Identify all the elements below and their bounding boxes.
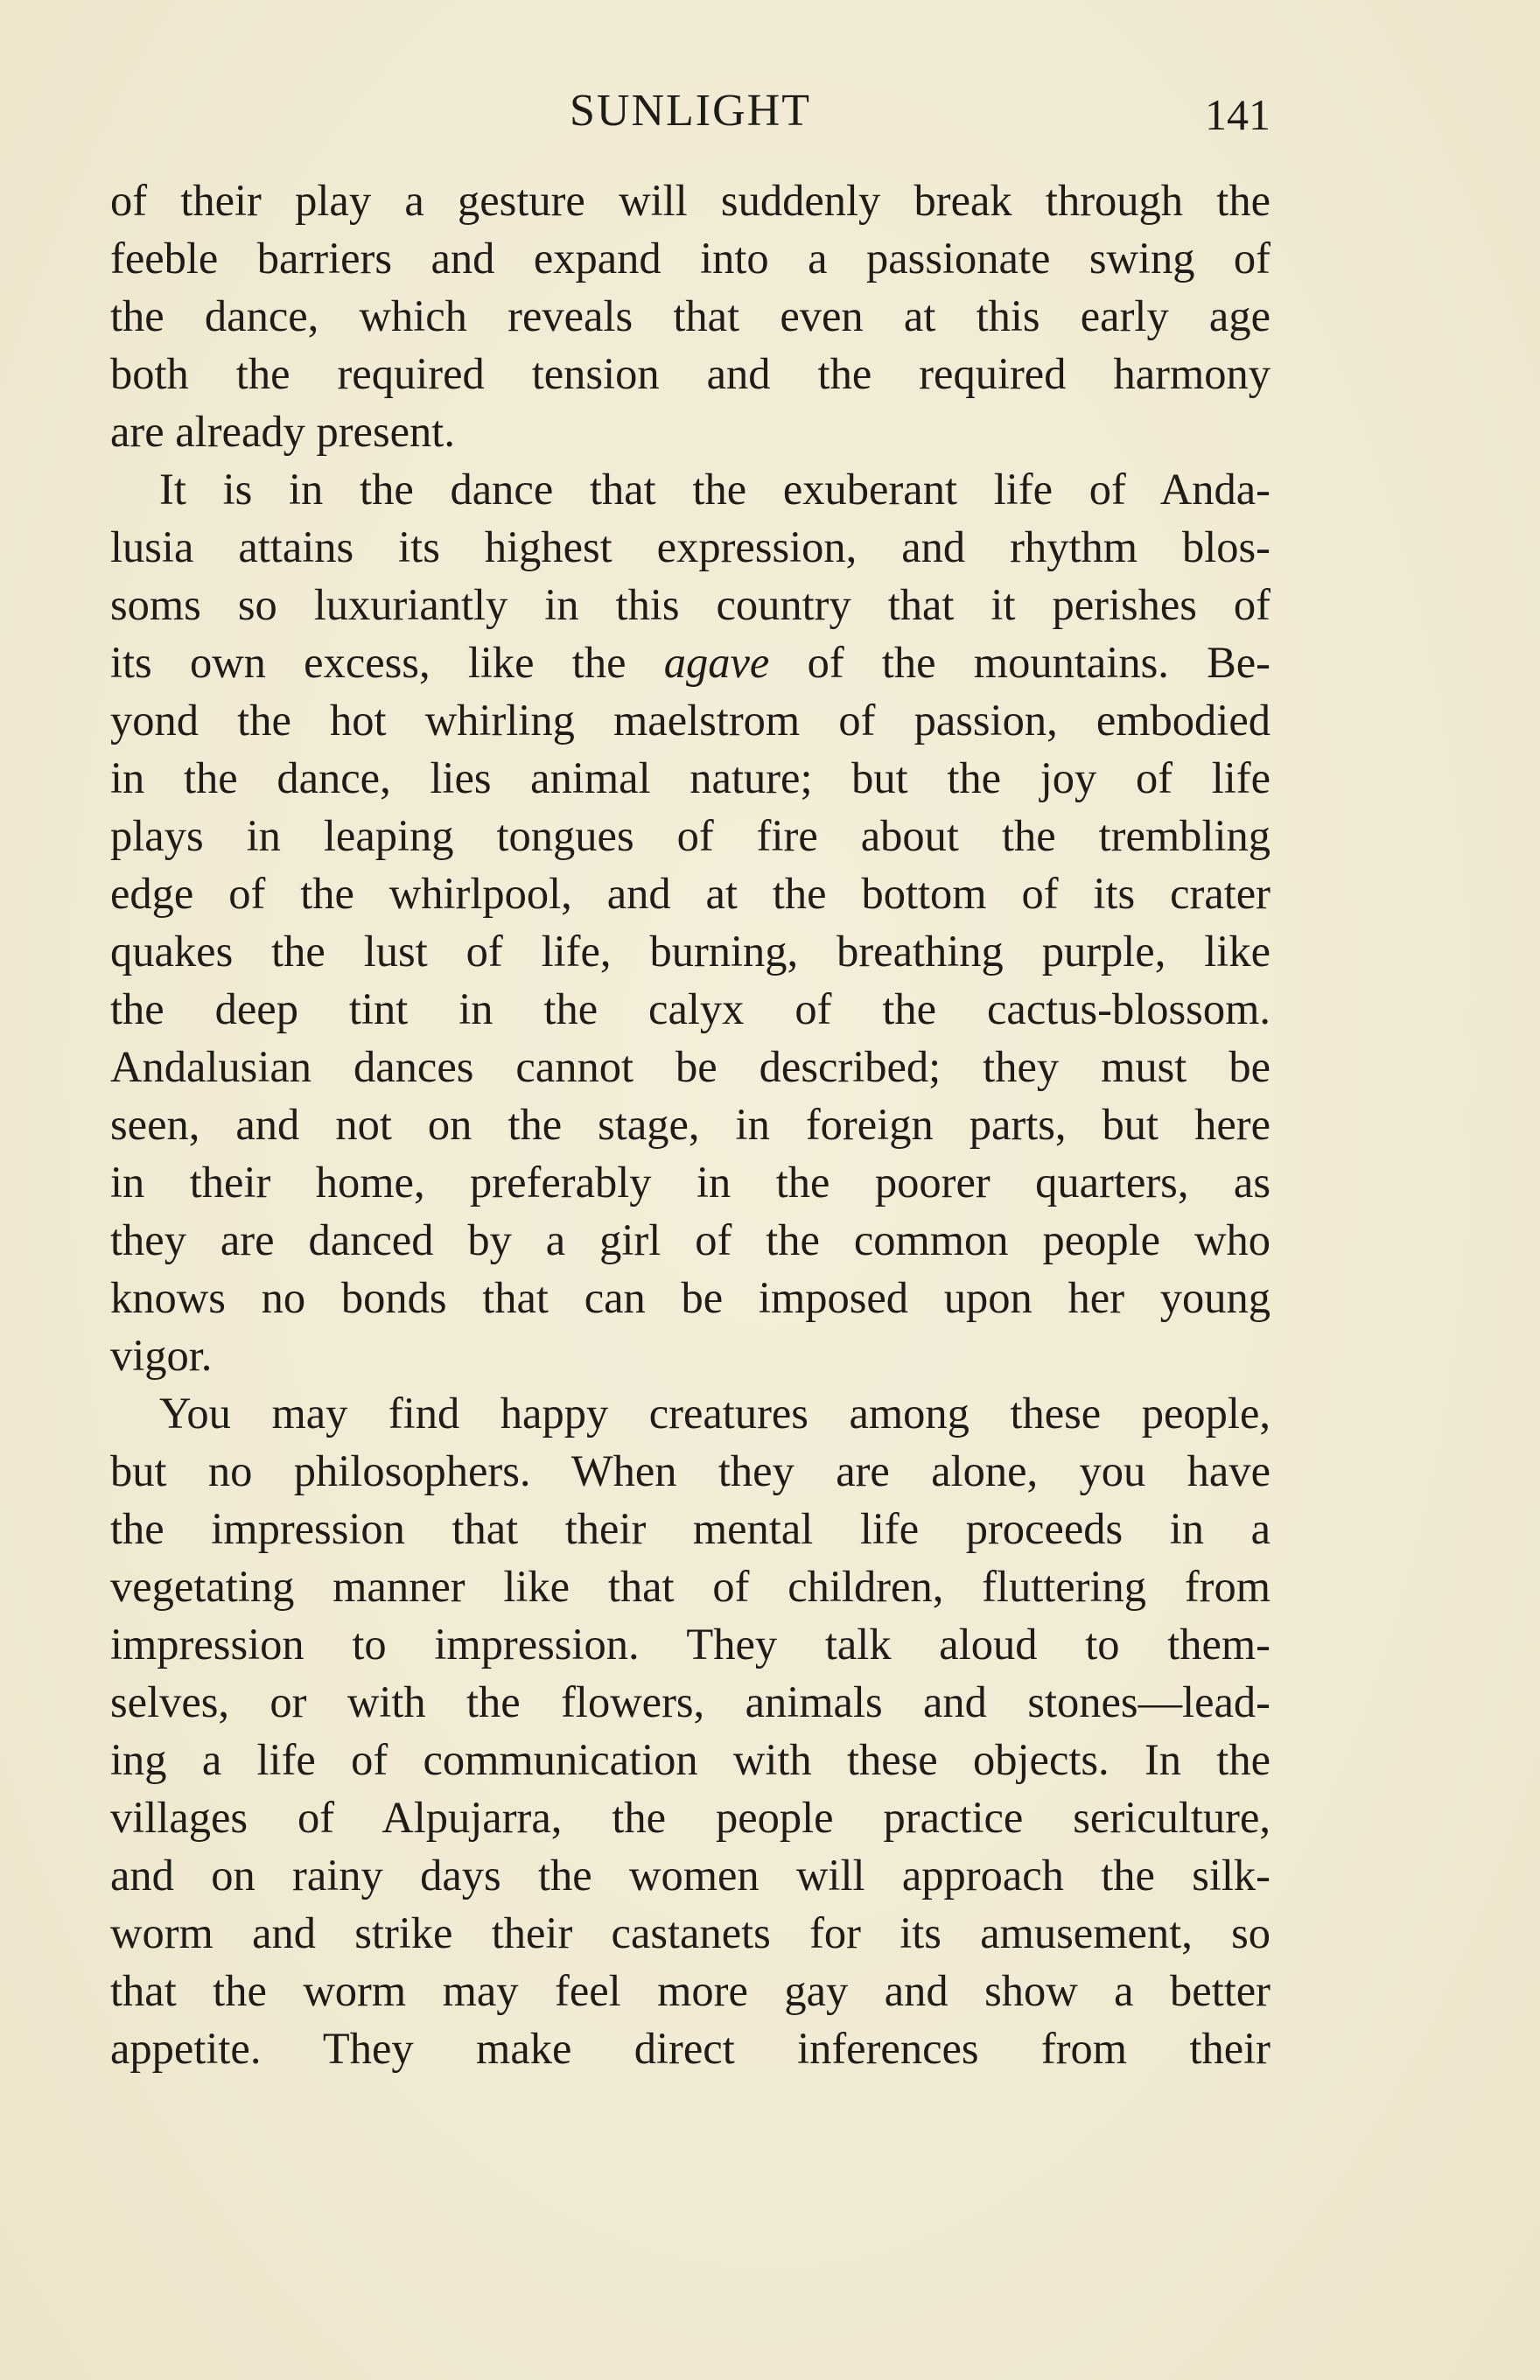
text-line: You may find happy creatures among these people, bbox=[159, 1389, 1270, 1438]
text-line: selves, or with the flowers, animals and stones—lead- bbox=[110, 1677, 1270, 1726]
text-line: and on rainy days the women will approach the silk- bbox=[110, 1851, 1270, 1900]
text-line: of their play a gesture will suddenly break through the bbox=[110, 176, 1270, 225]
text-line: but no philosophers. When they are alone, you have bbox=[110, 1446, 1270, 1495]
text-line: they are danced by a girl of the common people who bbox=[110, 1215, 1270, 1264]
text-line: villages of Alpujarra, the people practice sericulture, bbox=[110, 1793, 1270, 1842]
text-line: plays in leaping tongues of fire about the trembling bbox=[110, 811, 1270, 860]
paragraph-2 bbox=[110, 460, 1270, 1384]
text-line: the deep tint in the calyx of the cactus-blossom. bbox=[110, 984, 1270, 1033]
text-line: yond the hot whirling maelstrom of passion, embodied bbox=[110, 696, 1270, 745]
italic-word: agave bbox=[663, 638, 770, 687]
text-line: appetite. They make direct inferences from their bbox=[110, 2024, 1270, 2073]
text-line: the impression that their mental life proceeds in a bbox=[110, 1504, 1270, 1553]
text-line: It is in the dance that the exuberant life of Anda- bbox=[159, 465, 1270, 514]
text-line: knows no bonds that can be imposed upon her young bbox=[110, 1273, 1270, 1322]
body-text bbox=[110, 172, 1270, 2077]
running-head bbox=[110, 80, 1270, 142]
text-line: both the required tension and the required harmony bbox=[110, 349, 1270, 398]
text-segment: its own excess, like the bbox=[110, 638, 664, 687]
text-line: feeble barriers and expand into a passionate swing of bbox=[110, 234, 1270, 283]
text-line: impression to impression. They talk aloud to them- bbox=[110, 1620, 1270, 1669]
text-line: are already present. bbox=[110, 407, 455, 456]
text-line: edge of the whirlpool, and at the bottom of its crater bbox=[110, 869, 1270, 918]
text-line: in their home, preferably in the poorer quarters, as bbox=[110, 1158, 1270, 1207]
text-line: quakes the lust of life, burning, breathing purple, like bbox=[110, 927, 1270, 976]
text-line: that the worm may feel more gay and show a better bbox=[110, 1966, 1270, 2015]
text-line: the dance, which reveals that even at this early age bbox=[110, 291, 1270, 340]
text-line-with-italic bbox=[110, 634, 1270, 691]
text-line: soms so luxuriantly in this country that it perishes of bbox=[110, 580, 1270, 629]
text-line: in the dance, lies animal nature; but the joy of life bbox=[110, 753, 1270, 802]
page-number: 141 bbox=[1205, 90, 1270, 139]
text-line: Andalusian dances cannot be described; they must be bbox=[110, 1042, 1270, 1091]
running-head-title: SUNLIGHT bbox=[570, 86, 811, 136]
text-line: lusia attains its highest expression, and rhythm blos- bbox=[110, 522, 1270, 571]
text-line: vigor. bbox=[110, 1331, 213, 1380]
paragraph-1 bbox=[110, 172, 1270, 460]
text-line: worm and strike their castanets for its amusement, so bbox=[110, 1908, 1270, 1957]
text-line: vegetating manner like that of children, fluttering from bbox=[110, 1562, 1270, 1611]
text-segment: of the mountains. Be- bbox=[769, 638, 1270, 687]
text-line: ing a life of communication with these objects. In the bbox=[110, 1735, 1270, 1784]
text-line: seen, and not on the stage, in foreign parts, but here bbox=[110, 1100, 1270, 1149]
paragraph-3 bbox=[110, 1384, 1270, 2077]
